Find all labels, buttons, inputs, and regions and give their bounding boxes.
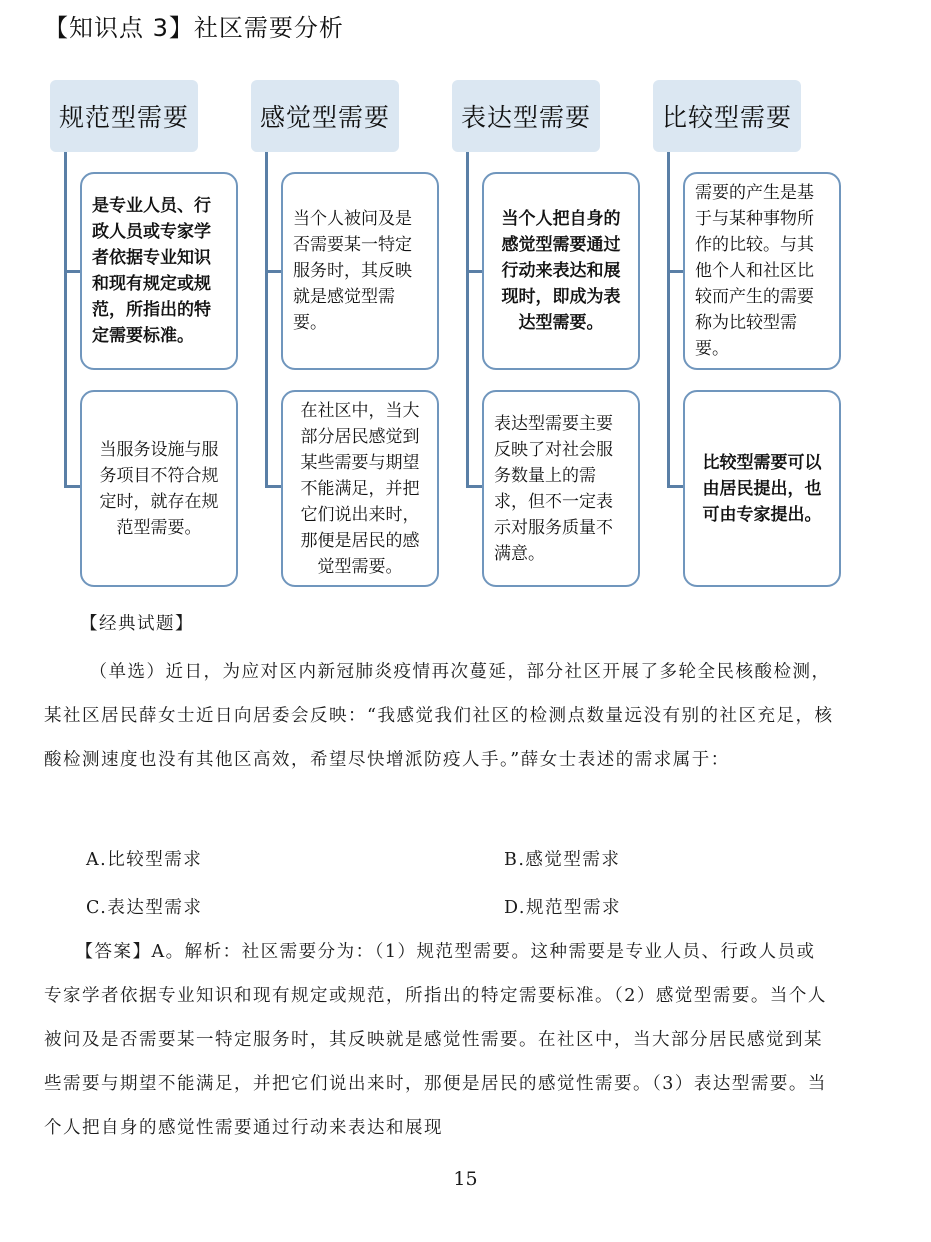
connector-line [667,152,670,487]
connector-branch [667,270,683,273]
exam-header: 【经典试题】 [80,614,194,634]
col-title-felt: 感觉型需要 [251,80,399,152]
connector-branch [667,485,683,488]
expressed-example-box: 表达型需要主要反映了对社会服务数量上的需求，但不一定表示对服务质量不满意。 [482,390,640,587]
page-heading: 【知识点 3】社区需要分析 [44,14,344,42]
connector-branch [265,485,281,488]
connector-branch [64,485,80,488]
question-text: （单选）近日，为应对区内新冠肺炎疫情再次蔓延，部分社区开展了多轮全民核酸检测，某社区居民薛女士近日向居委会反映：“我感觉我们社区的检测点数量远没有别的社区充足，核酸检测速度也没有其他区高效，希望尽快增派防疫人手。”薛女士表述的需求属于： [44,662,834,770]
comparative-definition-box: 需要的产生是基于与某种事物所作的比较。与其他个人和社区比较而产生的需要称为比较型需要。 [683,172,841,370]
option-a: A.比较型需求 [86,850,203,870]
connector-line [64,152,67,487]
option-c: C.表达型需求 [86,898,203,918]
expressed-definition-box: 当个人把自身的感觉型需要通过行动来表达和展现时，即成为表达型需要。 [482,172,640,370]
option-d: D.规范型需求 [504,898,621,918]
comparative-example-box: 比较型需要可以由居民提出，也可由专家提出。 [683,390,841,587]
col-title-normative: 规范型需要 [50,80,198,152]
option-b: B.感觉型需求 [504,850,621,870]
connector-branch [265,270,281,273]
connector-line [265,152,268,487]
connector-branch [466,485,482,488]
normative-definition-box: 是专业人员、行政人员或专家学者依据专业知识和现有规定或规范，所指出的特定需要标准。 [80,172,238,370]
col-title-comparative: 比较型需要 [653,80,801,152]
normative-example-box: 当服务设施与服务项目不符合规定时，就存在规范型需要。 [80,390,238,587]
page-number: 15 [453,1168,478,1190]
connector-branch [466,270,482,273]
answer-explanation: 【答案】A。解析：社区需要分为：（1）规范型需要。这种需要是专业人员、行政人员或专家学者依据专业知识和现有规定或规范，所指出的特定需要标准。（2）感觉型需要。当个人被问及是否需要某一特定服务时，其反映就是感觉性需要。在社区中，当大部分居民感觉到某些需要与期望不能满足，并把它们说出来时，那便是居民的感觉性需要。（3）表达型需要。当个人把自身的感觉性需要通过行动来表达和展现 [44,942,827,1138]
connector-branch [64,270,80,273]
col-title-expressed: 表达型需要 [452,80,600,152]
felt-definition-box: 当个人被问及是否需要某一特定服务时，其反映就是感觉型需要。 [281,172,439,370]
felt-example-box: 在社区中，当大部分居民感觉到某些需要与期望不能满足，并把它们说出来时，那便是居民的感觉型需要。 [281,390,439,587]
connector-line [466,152,469,487]
